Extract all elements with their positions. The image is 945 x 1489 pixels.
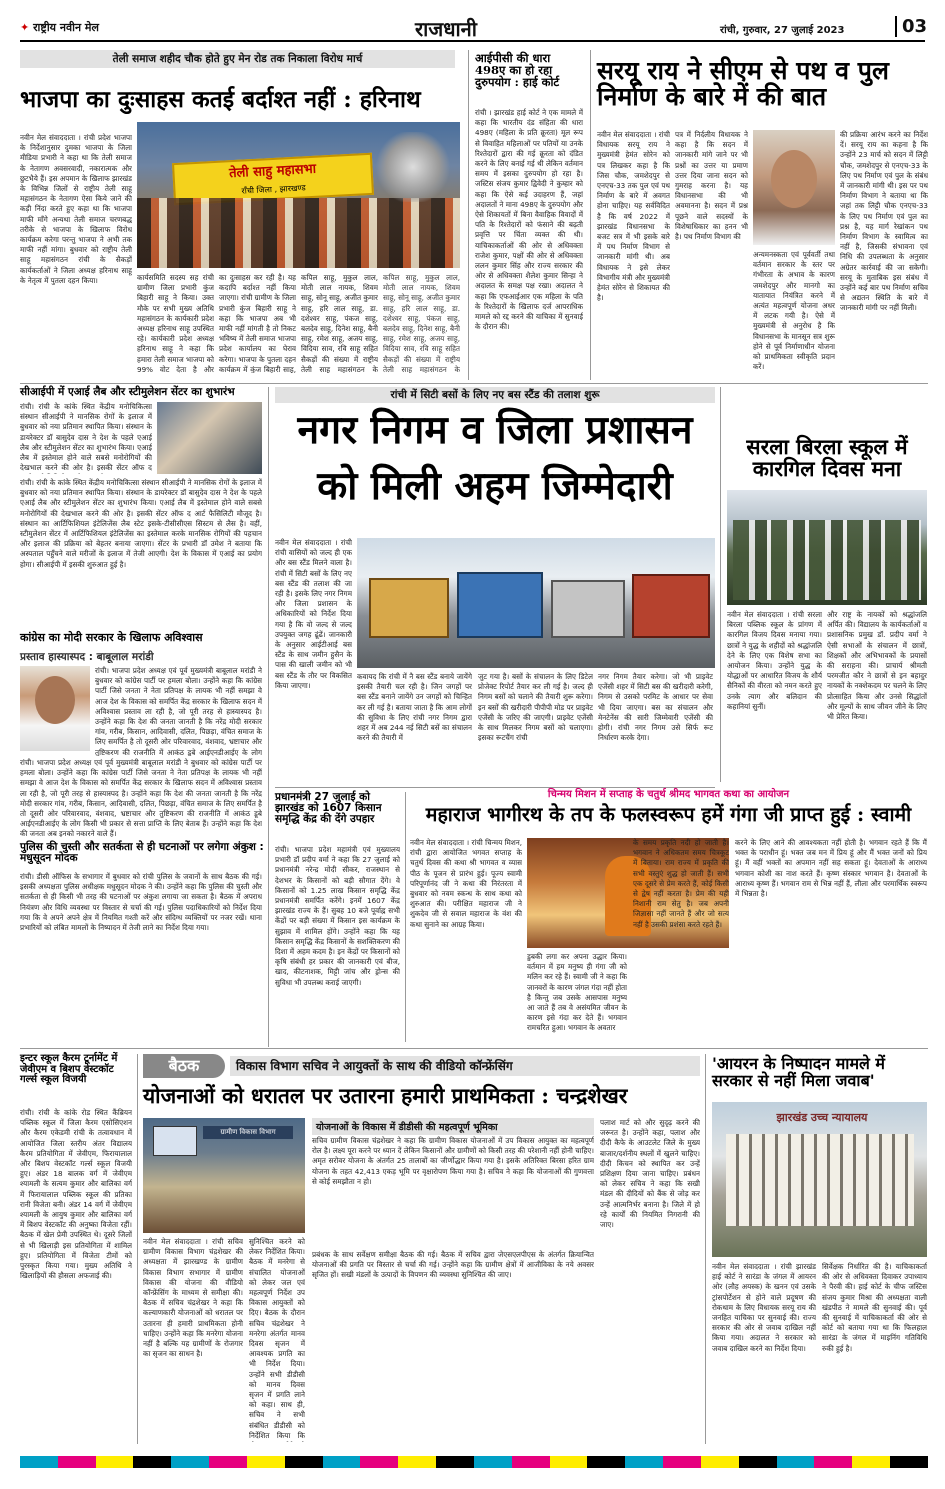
- sarla-headline: सरला बिरला स्कूल में कारगिल दिवस मना: [746, 434, 908, 482]
- color-swatch: [890, 1456, 928, 1468]
- color-swatch: [58, 1456, 96, 1468]
- color-swatch: [323, 1456, 361, 1468]
- cip-headline: सीआईपी में एआई लैब और स्टीमुलेशन सेंटर का शुभारंभ: [20, 386, 235, 398]
- bus-4: [632, 574, 710, 638]
- room-sign: ग्रामीण विकास विभाग: [203, 1126, 293, 1139]
- bus-col4: नगर निगम तैयार करेगा। जो भी प्राइवेट एजेंसी शहर में सिटी बस की खरीदारी करेगी, निगम से उसको परमिट के आधार पर सेवा भी दिया जाएगा। बस का संचालन और मेनटेनेंस की सारी जिम्मेवारी एजेंसी की होगी। रांची नगर निगम उसे सिर्फ रूट निर्धारण करके देगा।: [598, 672, 713, 743]
- saryu-rai-photo: [753, 130, 835, 245]
- color-swatch: [852, 1456, 890, 1468]
- congress-headline: कांग्रेस का मोदी सरकार के खिलाफ अविश्वास: [20, 631, 203, 644]
- top-strip: [20, 50, 455, 68]
- court-building: [726, 1134, 914, 1226]
- highcourt-photo: [712, 1102, 927, 1257]
- congress-subheadline: प्रस्ताव हास्यास्पद : बाबूलाल मरांडी: [20, 651, 154, 663]
- iron-col2: सिर्वेक्षक निर्धारित की है। याचिकाकर्ता की ओर से अधिवक्ता दिवाकर उपाध्याय ने पैरवी की। हाई कोर्ट के चीफ जस्टिस संजय कुमार मिश्रा की अध्यक्षता वाली खंडपीठ ने मामले की सुनवाई की। पूर्व की सुनवाई में याचिकाकर्ता की ओर से कोर्ट को बताया गया था कि फिलहाल सारंडा के जंगल में माइनिंग गतिविधि रुकी हुई है।: [822, 1262, 927, 1353]
- top-strip-text: तेली समाज शहीद चौक होते हुए मेन रोड तक निकाला विरोध मार्च: [112, 53, 363, 65]
- congress-body-b: रांची। भाजपा प्रदेश अध्यक्ष एवं पूर्व मुख्यमंत्री बाबूलाल मरांडी ने बुधवार को कांग्रेस पार्टी पर हमला बोला। उन्होंने कहा कि कांग्रेस पार्टी जिसे जनता ने नेता प्रतिपक्ष के लायक भी नहीं समझा वे आज देश के विकास को समर्पित केंद्र सरकार के खिलाफ सदन में अविश्वास प्रस्ताव ला रही है, जो पूरी तरह से हास्यास्पद है। उन्होंने कहा कि देश की जनता जानती है कि नरेंद्र मोदी सरकार गांव, गरीब, किसान, आदिवासी, दलित, पिछड़ा, वंचित समाज के लिए समर्पित है तो दूसरी ओर परिवारवाद, वंशवाद, भ्रष्टाचार और तुष्टिकरण की राजनीति में आकंठ डूबे आईएनडीआईए के लोग किसी भी प्रकार से सत्ता प्राप्ति के लिए बेताब हैं। उन्होंने कहा कि देश की जनता अब इनको नकारने वाले हैं।: [20, 758, 262, 838]
- color-swatch: [96, 1456, 134, 1468]
- dateline: रांची, गुरुवार, 27 जुलाई 2023: [720, 25, 845, 36]
- bus-col1: नवीन मेल संवाददाता । रांची रांची वासियों को जल्द ही एक और बस स्टैंड मिलने वाला है। रांची में सिटी बसों के लिए नए बस स्टैंड की तलाश की जा रही है। इसके लिए नगर निगम और जिला प्रशासन के अधिकारियों को निर्देश दिया गया है कि वो जल्द से जल्द उपयुक्त जगह ढूंढें। जानकारी के अनुसार आईटीआई बस स्टैंड के साथ जमीन हुसैन के पास की खाली जमीन को भी बस स्टैंड के तौर पर विकसित किया जाएगा।: [275, 538, 352, 690]
- smoke: [373, 132, 453, 202]
- logo: [20, 20, 99, 35]
- pm-headline: प्रधानमंत्री 27 जुलाई को झारखंड को 1607 किसान समृद्धि केंद्र की देंगे उपहार: [275, 791, 382, 826]
- logo-text: राष्ट्रीय नवीन मेल: [33, 21, 99, 34]
- crowd: [137, 198, 460, 268]
- story1-col4: कपिल साहू, मुकुल लाल, मोती लाल नायक, शिवम साहू, सोनू साहू, अजीत कुमार साहू, हरि लाल साहू, डा. दशेश्वर साहू, पंकज साहू, बलदेव साहू, दिनेश साहू, बैनी साहू, रमेश साहू, अजय साहू, विदिया साव, रवि साहू सहित सैकड़ों की संख्या में राष्ट्रीय तेली साहू महासंगठन के: [301, 273, 378, 373]
- sarla-col2: और राष्ट्र के नायकों को श्रद्धांजलि अर्पित की। विद्यालय के कार्यकर्ताओं व प्रशासनिक प्रमुख डॉ. प्रदीप वर्मा ने ऐसी सभाओं के संचालन में छात्रों, शिक्षकों और अभिभावकों के प्रयासों की सराहना की। प्राचार्य श्रीमती परमजीत कौर ने छात्रों से इन बहादुर नायकों के नक्शेकदम पर चलने के लिए प्रोत्साहित किया और उनसे सिद्धांतों और मूल्यों के साथ जीवन जीने के लिए भी प्रेरित किया।: [827, 610, 927, 722]
- sarla-photo: [727, 490, 927, 605]
- color-swatch: [398, 1456, 436, 1468]
- story3-col1: नवीन मेल संवाददाता । रांची विधायक सरयू राय ने मुख्यमंत्री हेमंत सोरेन को पत्र लिखकर कहा है कि जिस चौक, जमशेदपुर से एनएच-33 तक पुल एवं पथ निर्माण के बारे में अवगत होना चाहिए। यह सर्वविदित है कि वर्ष 2022 में झारखंड विधानसभा के बजट सत्र में भी इसके बारे में पथ निर्माण विभाग से जानकारी मांगी थी। अब विधायक ने इसे लेकर विभागीय मंत्री और मुख्यमंत्री हेमंत सोरेन से शिकायत की है।: [597, 130, 670, 303]
- indoor-headline: इन्टर स्कूल कैरम टूर्नामेंट में जेवीएम व बिशप वेस्टकॉट गर्ल्स स्कूल विजयी: [20, 1053, 118, 1085]
- color-swatch: [663, 1456, 701, 1468]
- cadets: [733, 520, 921, 600]
- color-swatch: [625, 1456, 663, 1468]
- video-subhead: योजनाओं के विकास में डीडीसी की महत्वपूर्ण भूमिका: [312, 1118, 594, 1135]
- divider: [405, 792, 406, 1042]
- story1-col3: का दुःसाहस कर रही है। यह कदापि बर्दाश्त नहीं किया जाएगा। रांची ग्रामीण के जिला प्रभारी कुंज बिहारी साहू ने कहा कि भाजपा अब भी माफी नहीं मांगती है तो निकट भविष्य में तेली समाज भाजपा प्रदेश कार्यालय का घेराव करेगा। भाजपा के पुतला दहन कार्यक्रम में कुंज बिहारी साहू,: [219, 273, 296, 373]
- color-swatch: [360, 1456, 398, 1468]
- story3-headline: सरयू राय ने सीएम से पथ व पुल निर्माण के बारे में की बात: [597, 56, 889, 112]
- congress-body-a: रांची। भाजपा प्रदेश अध्यक्ष एवं पूर्व मुख्यमंत्री बाबूलाल मरांडी ने बुधवार को कांग्रेस पार्टी पर हमला बोला। उन्होंने कहा कि कांग्रेस पार्टी जिसे जनता ने नेता प्रतिपक्ष के लायक भी नहीं समझा वे आज देश के विकास को समर्पित केंद्र सरकार के खिलाफ सदन में अविश्वास प्रस्ताव ला रही है, जो पूरी तरह से हास्यास्पद है। उन्होंने कहा कि देश की जनता जानती है कि नरेंद्र मोदी सरकार गांव, गरीब, किसान, आदिवासी, दलित, पिछड़ा, वंचित समाज के लिए समर्पित है तो दूसरी ओर परिवारवाद, वंशवाद, भ्रष्टाचार और तुष्टिकरण की राजनीति में आकंठ डूबे आईएनडीआईए के लोग: [95, 666, 262, 756]
- iron-headline: 'आयरन के निष्पादन मामले में सरकार से नहीं मिला जवाब': [712, 1054, 886, 1090]
- iron-col1: नवीन मेल संवाददाता । रांची झारखंड हाई कोर्ट ने सारंडा के जंगल में आयरन ओर (लौह अयस्क) के खनन एवं उसके ट्रांसपोर्टेशन से होने वाले प्रदूषण की रोकथाम के लिए विधायक सरयू राय की जनहित याचिका पर सुनवाई की। राज्य सरकार की ओर से जवाब दाखिल नहीं किया गया। अदालत ने सरकार को जवाब दाखिल करने का निर्देश दिया।: [712, 1262, 816, 1353]
- page-number: 03: [895, 16, 927, 37]
- bus-col3: जुट गया है। बसों के संचालन के लिए डिटेल प्रोजेक्ट रिपोर्ट तैयार कर ली गई है। जल्द ही निगम बसों को चलाने की तैयारी शुरू करेगा। इन बसों की खरीदारी पीपीपी मोड पर प्राइवेट एजेंसी के जरिए की जाएगी। प्राइवेट एजेंसी के साथ मिलकर निगम बसों को चलाएगा। इसका रूटचैंग रांची: [478, 672, 593, 743]
- video-col3b: प्रबंधक के साथ सर्वेक्षण समीक्षा बैठक की गई। बैठक में सचिव द्वारा जेएसएलपीएस के अंतर्गत क्रियान्वित योजनाओं की प्रगति पर विस्तार से चर्चा की गई। उन्होंने कहा कि ग्रामीण क्षेत्रों में आजीविका के नये अवसर सृजित हों। सखी मंडलों के उत्पादों के विपणन की व्यवस्था सुनिश्चित की जाए।: [312, 1250, 594, 1280]
- cip-body-a: रांची। रांची के कांके स्थित केंद्रीय मनोचिकित्सा संस्थान सीआईपी ने मानसिक रोगों के इलाज में बुधवार को नया प्रतिमान स्थापित किया। संस्थान के डायरेक्टर डॉ बासुदेव दास ने देश के पहले एआई लैब और स्टीमुलेशन सेंटर का शुभारंभ किया। एआई लैब में इस्तेमाल होने वाले सबसे मनोरोगियों की देखभाल करने की ओर है। इसकी सेंटर ऑफ द: [20, 402, 152, 473]
- divider: [137, 1054, 138, 1444]
- video-col2: सुनिश्चित करने को लेकर निर्देशित किया। बैठक में मनरेगा से संचालित योजनाओं को लेकर जल एवं महत्वपूर्ण निर्देश उप विकास आयुक्तों को दिए। बैठक के दौरान सचिव चंद्रशेखर ने मनरेगा अंतर्गत मानव दिवस सृजन में आवश्यक प्रगति का भी निर्देश दिया। उन्होंने सभी डीडीसी को मानव दिवस सृजन में प्रगति लाने को कहा। साथ ही, सचिव ने सभी संबंधित डीडीसी को निर्देशित किया कि: [249, 1237, 305, 1440]
- color-swatch: [587, 1456, 625, 1468]
- screen: [153, 1126, 197, 1156]
- video-label: बैठक: [143, 1054, 225, 1078]
- banner-subtitle: राँची जिला , झारखण्ड: [241, 183, 306, 196]
- color-swatch: [285, 1456, 323, 1468]
- babulal-photo: [20, 666, 90, 751]
- cip-photo: [157, 402, 262, 474]
- bird-icon: ✦: [20, 21, 30, 34]
- video-photo: [143, 1118, 305, 1233]
- color-swatch: [247, 1456, 285, 1468]
- chinmaya-col2: डुबकी लगा कर अपना उद्धार किया। वर्तमान में हम मनुष्य ही गंगा जी को मलिन कर रहे हैं। स्वामी जी ने कहा कि जानवरों के कारण जंगल गंदा नहीं होता है किन्तु जब उसके आसपास मनुष्य आ जाते हैं तब वे असंयमित जीवन के कारण इसे गंदा कर देते हैं। भगवान रामचरित हुआ। भगवान के अवतार: [527, 952, 627, 1033]
- chinmaya-kicker: चिन्मय मिशन में सप्ताह के चतुर्थ श्रीमद भागवत कथा का आयोजन: [547, 789, 790, 800]
- story1-col2: कार्यसमिति सदस्य सह रांची ग्रामीण जिला प्रभारी कुंज बिहारी साहू ने किया। उक्त मौके पर सभी मुख्य अतिथि महासंगठन के कार्यकारी प्रदेश अध्यक्ष हरिनाथ साहू उपस्थित रहे। कार्यकारी प्रदेश अध्यक्ष हरिनाथ साहू ने कहा कि हमारा तेली समाज भाजपा को 99% वोट देता है और: [137, 273, 214, 373]
- divider: [268, 387, 269, 1047]
- chinmaya-headline: महाराज भागीरथ के तप के फलस्वरूप हमें गंगा जी प्राप्त हुई : स्वामी: [425, 803, 912, 826]
- color-registration-strip: [20, 1456, 928, 1468]
- color-swatch: [171, 1456, 209, 1468]
- divider: [705, 1054, 706, 1444]
- bus-1: [369, 578, 449, 638]
- story1-col5-cont: कपिल साहू, मुकुल लाल, मोती लाल नायक, शिवम साहू, सोनू साहू, अजीत कुमार साहू, हरि लाल साहू, डा. दशेश्वर साहू, पंकज साहू, बलदेव साहू, दिनेश साहू, बैनी साहू, रमेश साहू, अजय साहू, विदिया साव, रवि साहू सहित सैकड़ों की संख्या में राष्ट्रीय तेली साहू महासंगठन के: [383, 273, 460, 373]
- chinmaya-col3: के समय प्रकृति नदी हो जाती है। भगवान ने अधिकतम समय चित्रकूट में बिताया। राम राज्य में प्रकृति की सभी वस्तुएं शुद्ध हो जाती हैं। सभी एक दूसरे से प्रेम करते हैं, कोई किसी से द्वेष नहीं करता है। प्रेम की यही निशानी राम सेतु है। जब अपनी जिज्ञासा नहीं जानते हैं और जो सत्य नहीं है उसकी प्रशंसा करते रहते हैं।: [633, 838, 729, 929]
- sarla-col1: नवीन मेल संवाददाता । रांची सरला बिरला पब्लिक स्कूल के प्रांगण में कारगिल विजय दिवस मनाया गया। छात्रों ने युद्ध के शहीदों को श्रद्धांजलि देने के लिए एक विशेष सभा का आयोजन किया। उन्होंने युद्ध के योद्धाओं पर आधारित विजय के शौर्य सैनिकों की वीरता को नमन करते हुए उनके त्याग और बलिदान की कहानियां सुनीं।: [727, 610, 822, 711]
- chinmaya-col1: नवीन मेल संवाददाता । रांची चिन्मय मिशन, रांची द्वारा आयोजित भगवत सप्ताह के चतुर्थ दिवस की कथा श्री भागवत व व्यास पीठ के पूजन से प्रारंभ हुई। पूज्य स्वामी परिपूर्णानंद जी ने कथा की निरंतरता में बुधवार को नवम स्कन्ध के साथ कथा को शुरुआत की। परीक्षित महाराज जी ने शुकदेव जी से सवाल महाराज के वंश की कथा सुनाने का आग्रह किया।: [410, 838, 522, 929]
- divider: [20, 1048, 928, 1049]
- cip-body-b: रांची। रांची के कांके स्थित केंद्रीय मनोचिकित्सा संस्थान सीआईपी ने मानसिक रोगों के इलाज में बुधवार को नया प्रतिमान स्थापित किया। संस्थान के डायरेक्टर डॉ बासुदेव दास ने देश के पहले एआई लैब और स्टीमुलेशन सेंटर का शुभारंभ किया। एआई लैब में इस्तेमाल होने वाले सबसे मनोरोगियों की देखभाल करने की ओर है। इसकी सेंटर ऑफ द आर्ट फैसिलिटी मौजूद है। संस्थान का आर्टिफिशियल इंटेलिजेंस लैब स्टेट इसके-टीसीसीएस सिस्टम से लैस है। वहीं, स्टीमुलेशन सेंटर में आर्टिफिशियल इंटेलिजेंस का इस्तेमाल करके मानसिक रोगियों की पहचान और इलाज की प्रक्रिया को बेहतर बनाया जाएगा। सेंटर के प्रभारी डॉ उमेश ने बताया कि अस्पताल पहुँचने वाले मरीजों के इलाज में तेजी आएगी। देश के विकास में एआई का प्रयोग होगा। सीआईपी में इसकी शुरुआत हुई है।: [20, 478, 262, 569]
- story3-col4: की प्रक्रिया आरंभ करने का निर्देश दें। सरयू राय का कहना है कि उन्होंने 23 मार्च को सदन में लिट्टी चौक, जमशेदपुर से एनएच-33 के लिए पथ निर्माण एवं पुल के संबंध में जानकारी मांगी थी। इस पर पथ निर्माण विभाग ने बताया था कि जहां तक लिट्टी चौक एनएच-33 के लिए पथ निर्माण एवं पुल का प्रश्न है, यह मार्ग रेखांकन पथ निर्माण विभाग के स्वामित्व का नहीं है, जिसकी संभावना एवं निधि की उपलब्धता के अनुसार अग्रेतर कार्रवाई की जा सकेगी। सरयू के मुताबिक इस संबंध में उन्होंने कई बार पथ निर्माण सचिव से अद्यतन स्थिति के बारे में जानकारी मांगी पर नहीं मिली।: [840, 130, 928, 313]
- bus-headline-2: को मिली अहम जिम्मेदारी: [317, 463, 673, 509]
- court-sign: झारखंड उच्च न्यायालय: [776, 1111, 868, 1124]
- color-swatch: [20, 1456, 58, 1468]
- story3-col3: अन्यमनस्कता एवं पूर्ववर्ती तथा वर्तमान सरकार के स्तर पर गंभीरता के अभाव के कारण जमशेदपुर और मानगो का यातायात नियंत्रित करने में अत्यंत महत्वपूर्ण योजना अधर में लटक गयी है। ऐसे में मुख्यमंत्री से अनुरोध है कि विधानसभा के मानसून सत्र शुरू होने से पूर्व निर्माणाधीन योजना को प्राथमिकता स्वीकृति प्रदान करें।: [753, 250, 835, 372]
- bus-kicker: रांची में सिटी बसों के लिए नए बस स्टैंड की तलाश शुरू: [275, 387, 715, 403]
- pm-body: रांची। भाजपा प्रदेश महामंत्री एवं मुख्यालय प्रभारी डॉ प्रदीप वर्मा ने कहा कि 27 जुलाई को प्रधानमंत्री नरेन्द्र मोदी सीकर, राजस्थान से देशभर के किसानों को बड़ी सौगात देंगे। वे किसानों को 1.25 लाख किसान समृद्धि केंद्र प्रधानमंत्री समर्पित करेंगे। इनमें 1607 केंद्र झारखंड राज्य के हैं। सुबह 10 बजे पूर्वाह्न सभी केंद्रों पर बड़ी संख्या में किसान इस कार्यक्रम के सुझाव में शामिल होंगे। उन्होंने कहा कि यह किसान समृद्धि केंद्र किसानों के सशक्तिकरण की दिशा में अहम कदम है। इन केंद्रों पर किसानों को कृषि संबंधी हर प्रकार की जानकारी एवं बीज, खाद, कीटनाशक, मिट्टी जांच और ड्रोन्स की सुविधा भी उपलब्ध कराई जाएगी।: [275, 845, 400, 987]
- color-swatch: [814, 1456, 852, 1468]
- bus-2: [457, 572, 543, 638]
- divider: [20, 383, 928, 384]
- indoor-body: रांची। रांची के कांके रोड स्थित कैंब्रियन पब्लिक स्कूल में जिला कैरम एसोसिएशन और कैरम एकेडमी रांची के तत्वावधान में आयोजित जिला स्तरीय अंतर विद्यालय कैरम प्रतियोगिता में जेवीएम, फिरायालाल और बिशप वेस्टकॉट गर्ल्स स्कूल विजयी हुए। अंडर 18 बालक वर्ग में जेवीएम श्यामली के सत्यम कुमार और बालिका वर्ग में फिरायालाल पब्लिक स्कूल की प्रतिका रानी विजेता बनी। अंडर 14 वर्ग में जेवीएम श्यामली के आयुष कुमार और बालिका वर्ग में बिशप वेस्टकॉट की अनुष्का विजेता रहीं। बैठक में खेल प्रेमी उपस्थित थे। दूसरे जिलों से भी खिलाड़ी इस प्रतियोगिता में शामिल हुए। प्रतियोगिता में विजेता टीमों को पुरस्कृत किया गया। मुख्य अतिथि ने खिलाड़ियों की हौसला अफजाई की।: [20, 1108, 132, 1281]
- color-swatch: [701, 1456, 739, 1468]
- chinmaya-col4: करने के लिए आने की आवश्यकता नहीं होती है। भगवान रहते हैं कि मैं भक्त के पराधीन हूं। भक्त जब मन में प्रिय हूं और मैं भक्त जनों को प्रिय हूं। मैं वहीं भक्तों का अपमान नहीं सह सकता हूं। देवताओं के आराध्य भगवान कोशी का नाश करते हैं। कृष्ण संस्कार भगवान है। देवताओं के आराध्य कृष्ण हैं। भगवान राम से भिन्न नहीं हैं, लीला और परमार्थिक स्वरूप में भिन्नता है।: [735, 838, 927, 899]
- bus-photo: [357, 538, 715, 668]
- color-swatch: [474, 1456, 512, 1468]
- divider: [590, 50, 591, 380]
- banner-title: तेली साहु महासभा: [228, 161, 317, 182]
- police-headline: पुलिस की चुस्ती और सतर्कता से ही घटनाओं पर लगेगा अंकुश : मधुसूदन मोदक: [20, 841, 264, 865]
- color-swatch: [550, 1456, 588, 1468]
- color-swatch: [133, 1456, 171, 1468]
- police-body: रांची। डीसी ऑफिस के सभागार में बुधवार को रांची पुलिस के जवानों के साथ बैठक की गई। इसकी अध्यक्षता पुलिस अधीक्षक मधुसूदन मोदक ने की। उन्होंने कहा कि पुलिस की चुस्ती और सतर्कता से ही किसी भी तरह की घटनाओं पर अंकुश लगाया जा सकता है। बैठक में अपराध नियंत्रण और विधि व्यवस्था पर विस्तार से चर्चा की गई। पुलिस पदाधिकारियों को निर्देश दिया गया कि वे अपने अपने क्षेत्र में नियमित गश्ती करें और संदिग्ध व्यक्तियों पर नजर रखें। थाना प्रभारियों को लंबित मामलों के निष्पादन में तेजी लाने का निर्देश दिया गया।: [20, 872, 262, 933]
- story1-photo: [137, 122, 460, 268]
- color-swatch: [436, 1456, 474, 1468]
- color-swatch: [209, 1456, 247, 1468]
- color-swatch: [512, 1456, 550, 1468]
- face: [771, 150, 817, 208]
- video-col1: नवीन मेल संवाददाता । रांची सचिव ग्रामीण विकास विभाग चंद्रशेखर की अध्यक्षता में झारखण्ड के ग्रामीण विकास विभाग सभागार में ग्रामीण विकास की योजना की वीडियो कॉन्फ्रेंसिंग के माध्यम से समीक्षा की। बैठक में सचिव चंद्रशेखर ने कहा कि कल्याणकारी योजनाओं को धरातल पर उतारना ही हमारी प्राथमिकता होनी चाहिए। उन्होंने कहा कि मनरेगा योजना नहीं है बल्कि यह ग्रामीणों के रोजगार का सृजन का साधन है।: [143, 1237, 243, 1359]
- section-name: राजधानी: [415, 17, 477, 41]
- bus-3: [551, 580, 625, 638]
- story2-body: रांची । झारखंड हाई कोर्ट ने एक मामले में कहा कि भारतीय दंड संहिता की धारा 498ए (महिला के प्रति क्रूरता) मूल रूप से विवाहित महिलाओं पर पतियों या उनके रिश्तेदारों द्वारा की गई क्रूरता को दंडित करने के लिए बनाई गई थी लेकिन वर्तमान समय में इसका दुरुपयोग हो रहा है। जस्टिस संजय कुमार द्विवेदी ने कुम्हार को कहा कि ऐसे कई उदाहरण हैं, जहां अदालतों ने माना 498ए के दुरुपयोग और ऐसे शिकायतों में बिना वैवाहिक विवादों में पति के रिश्तेदारों को फंसाने की बढ़ती प्रवृत्ति पर चिंता व्यक्त की थी। याचिकाकर्ताओं की ओर से अधिवक्ता राजेश कुमार, पक्षों की ओर से अधिवक्ता ललन कुमार सिंह और राज्य सरकार की ओर से अधिवक्ता शैलेश कुमार सिन्हा ने अदालत के समक्ष पक्ष रखा। अदालत ने कहा कि एफआईआर एक महिला के पति के रिश्तेदारों के खिलाफ दर्ज आपराधिक मामले को रद्द करने की याचिका में सुनवाई के दौरान की।: [475, 108, 583, 332]
- divider: [720, 387, 721, 782]
- story1-col1: नवीन मेल संवाददाता । रांची प्रदेश भाजपा के निर्देशानुसार दुमका भाजपा के जिला मीडिया प्रभारी ने कहा था कि तेली समाज के नेतागण अवसरवादी, नकारात्मक और छुटभैये हैं। इस अपमान के खिलाफ झारखंड के विभिन्न जिलों से राष्ट्रीय तेली साहू महासंगठन के नेतागण ऐसा किये जाने की कड़ी निंदा करते हुए कहा था कि भाजपा माफी माँगे अन्यथा तेली समाज चरणबद्ध तरीके से भाजपा के खिलाफ विरोध कार्यक्रम करेगा परन्तु भाजपा ने अभी तक माफी नहीं मांगा। बुधवार को राष्ट्रीय तेली साहू महासंगठन रांची के सैकड़ों कार्यकर्ताओं ने जिला अध्यक्ष हरिनाथ साहू के नेतृत्व में पुतला दहन किया।: [20, 133, 132, 285]
- video-col4: पलाश मार्ट को और सुदृढ़ करने की जरूरत है। उन्होंने कहा, पलाश और दीदी कैफे के आउटलेट जिले के मुख्य बाजार/दर्शनीय स्थलों में खुलने चाहिए। दीदी किचन को स्थापित कर उन्हें प्रशिक्षण दिया जाना चाहिए। प्रबंधन को लेकर सचिव ने कहा कि सखी मंडल की दीदियों को बैंक से जोड़ कर उन्हें आत्मनिर्भर बनाना है। जिले में हो रहे कार्यों की नियमित निगरानी की जाए।: [600, 1118, 700, 1230]
- story1-headline: भाजपा का दुःसाहस कतई बर्दाश्त नहीं : हरिनाथ: [20, 86, 421, 113]
- color-swatch: [739, 1456, 777, 1468]
- story2-headline: आईपीसी की धारा 498ए का हो रहा दुरुपयोग : हाई कोर्ट: [475, 51, 560, 90]
- video-col3: सचिव ग्रामीण विकास चंद्रशेखर ने कहा कि ग्रामीण विकास योजनाओं में उप विकास आयुक्त का महत्वपूर्ण रोल है। लक्ष्य पूरा करने पर ध्यान दें लेकिन किसानों और ग्रामीणों को किसी तरह की परेशानी नहीं होनी चाहिए। अमृत सरोवर योजना के अंतर्गत 25 तालाबों का जीर्णोद्धार किया गया है। इसके अतिरिक्त बिरसा हरित ग्राम योजना के तहत 42,413 एकड़ भूमि पर वृक्षारोपण किया गया है। सचिव ने कहा कि योजनाओं की गुणवत्ता से कोई समझौता न हो।: [312, 1136, 594, 1186]
- bus-headline-1: नगर निगम व जिला प्रशासन: [297, 407, 693, 453]
- face: [35, 676, 75, 724]
- video-headline: योजनाओं को धरातल पर उतारना हमारी प्राथमिकता : चन्द्रशेखर: [143, 1083, 628, 1108]
- color-swatch: [777, 1456, 815, 1468]
- video-kicker: विकास विभाग सचिव ने आयुक्तों के साथ की वीडियो कॉन्फ्रेंसिंग: [230, 1056, 700, 1076]
- bus-col2: कवायद कि रांची में नै बस स्टैंड बनाये जायेंगे इसकी तैयारी चल रही है। जिन जगहों पर बस स्टैंड बनाने जायेंगे उन जगहों को चिन्हित कर ली गई है। बताया जाता है कि आम लोगों की सुविधा के लिए रांची नगर निगम द्वारा शहर में अब 244 नई सिटी बसें का संचालन करने की तैयारी में: [357, 672, 472, 743]
- divider: [468, 50, 469, 380]
- story3-col2: पत्र में निर्दलीय विधायक ने कहा है कि सदन में जानकारी मांगे जाने पर भी प्रश्नों का उत्तर या प्रमाण उत्तर दिया जाना सदन को गुमराह करना है। यह विधानसभा की भी अवमानना है। सदन में प्रश्न पूछने वाले सदस्यों के विशेषाधिकार का हनन भी है। पथ निर्माण विभाग की: [675, 130, 748, 242]
- masthead: [20, 14, 928, 42]
